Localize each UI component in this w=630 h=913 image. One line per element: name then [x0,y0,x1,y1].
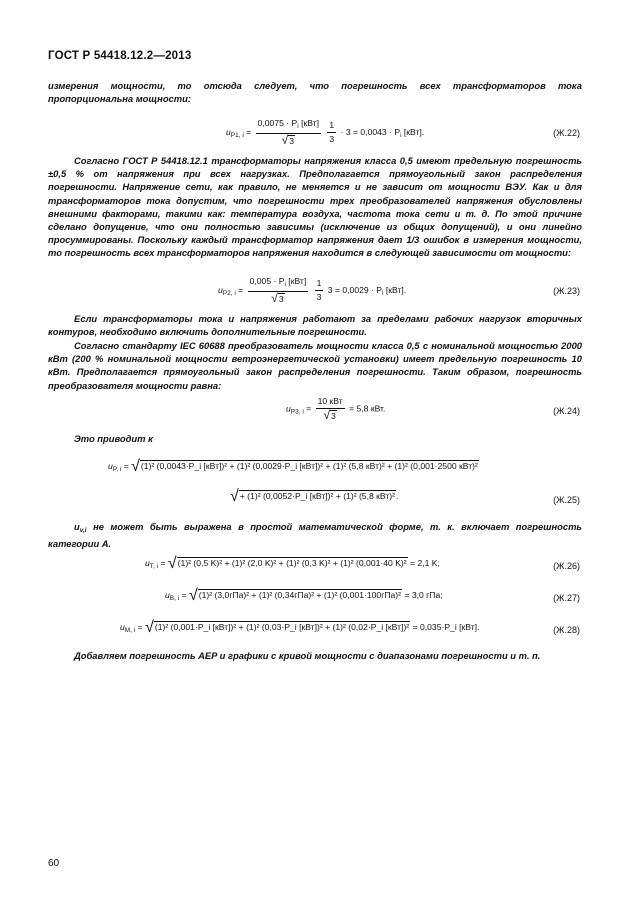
equation-number-zh25: (Ж.25) [553,495,580,505]
equation-zh28: $u_{M, i} = √(1)^2$ (0,001·P_i [кВт])² + (1)² (0,03·P_i [кВт])² + (1)² (0,02·P_i [кВт])² = 0,035·P_i [кВт]. [120,619,480,637]
equation-zh25-line1: $u_{P, i} = √(1)^2$ (0,0043·P_i [кВт])² + (1)² (0,0029·P_i [кВт])² + (1)² (5,8 кВт)² + (1)² (0,001·2500 кВт)² [108,458,478,476]
equation-number-zh26: (Ж.26) [553,561,580,571]
paragraph-6: $u_{v,i}$ не может быть выражена в простой математической форме, т. к. включает погрешность категории А. [48,521,583,550]
paragraph-5: Это приводит к [74,433,153,444]
paragraph-4: Согласно стандарту IEC 60688 преобразователь мощности класса 0,5 с номинальной мощностью 2000 кВт (200 % номинальной мощности ветроэнергетической установки) имеет предельную погрешность 10 кВт. Предполагается прямоугольный закон распределения погрешности. Таким образом, погрешность преобразователя мощности равна: [48,340,582,391]
paragraph-7: Добавляем погрешность AEP и графики с кривой мощности с диапазонами погрешности и т. п. [74,650,541,661]
eq22-fraction: $\frac{0,0075 \cdot P_i [кВт]}{√3}$ [257,118,320,147]
equation-number-zh22: (Ж.22) [553,128,580,138]
page-number: 60 [48,858,60,869]
eq22-lhs: u [226,126,231,137]
equation-zh24: $u_{P3, i}$ = $\frac{\text{10 кВт}}{√3}$ = 5,8 кВт. [286,396,386,422]
paragraph-3: Если трансформаторы тока и напряжения работают за пределами рабочих нагрузок вторичных контуров, необходимо включить дополнительные погрешности. [48,313,582,338]
equation-number-zh27: (Ж.27) [553,593,580,603]
equation-zh23: $u_{P2, i}$ = $\frac{0,005 \cdot P_i [кВт]}{√3}$ $\frac{1}{3}$ $3 = 0,0029 \cdot P_i$ [кВт]. [218,276,407,305]
equation-number-zh23: (Ж.23) [553,286,580,296]
equation-number-zh24: (Ж.24) [553,406,580,416]
equation-zh22: $u_{P1, i}$ = $\frac{0,0075 \cdot P_i [кВт]}{√3}$ $\frac{1}{3}$ · $3 = 0,0043 \cdot P_i$ [кВт]. [226,118,425,147]
equation-zh27: $u_{B, i} = √(1)^2$ (3,0гПа)² + (1)² (0,34гПа)² + (1)² (0,001·100гПа)² = 3,0 гПа; [165,587,443,605]
paragraph-2: Согласно ГОСТ Р 54418.12.1 трансформаторы напряжения класса 0,5 имеют предельную погрешность ±0,5 % от напряжения при всех нагрузках. Предполагается прямоугольный закон распределения погрешности. Напряжение сети, как правило, не меняется и не зависит от мощности ВЭУ. Как и для трансформаторов тока допустим, что погрешности трех преобразователей напряжения обусловлены внешними факторами, такими как: температура воздуха, частота тока сети и т. д. По этой причине сделано допущение, что они полностью зависимы (исключение из общих допущений), и они линейно просуммированы. Поскольку каждый трансформатор напряжения дает 1/3 ошибок в измерения мощности, то погрешность всех трансформаторов напряжения находится в следующей зависимости от мощности: [48,155,582,259]
equation-number-zh28: (Ж.28) [553,625,580,635]
equation-zh26: $u_{T, i} = √(1)^2$ (0,5 K)² + (1)² (2,0 K)² + (1)² (0,3 K)² + (1)² (0,001·40 K)² = 2,1 K; [145,555,440,573]
paragraph-1: измерения мощности, то отсюда следует, что погрешность всех трансформаторов тока пропорциональна мощности: [48,80,582,105]
equation-zh25-line2: √+ (1)² (0,0052·P_i [кВт])² + (1)² (5,8 кВт)². [230,488,399,506]
eq22-lhs-sub: P1, i [230,131,244,139]
page-header-title: ГОСТ Р 54418.12.2—2013 [48,50,192,62]
eq24-fraction: $\frac{\text{10 кВт}}{√3}$ [317,396,343,422]
eq23-third: $\frac{1}{3}$ [316,278,322,302]
eq23-fraction: $\frac{0,005 \cdot P_i [кВт]}{√3}$ [249,276,307,305]
eq22-third: $\frac{1}{3}$ [329,120,335,144]
